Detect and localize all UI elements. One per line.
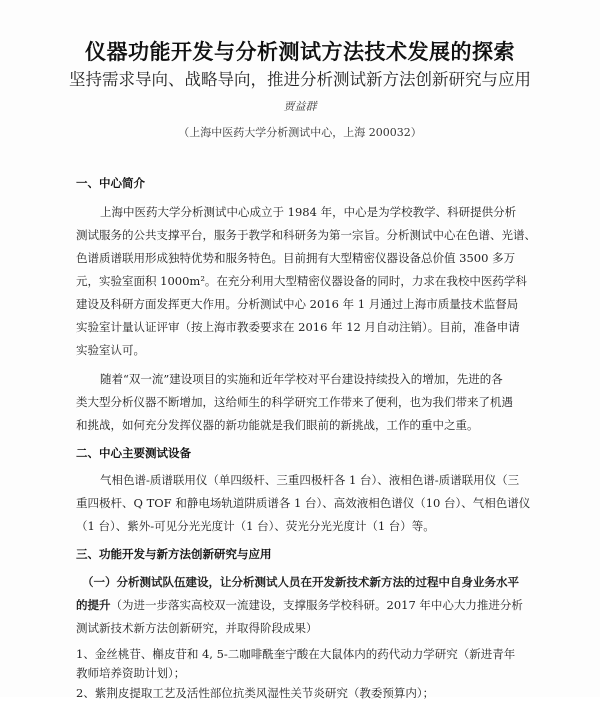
list-item: 教师培养资助计划）； bbox=[76, 666, 186, 680]
intro-line: 色谱质谱联用形成独特优势和服务特色。目前拥有大型精密仪器设备总价值 3500 多万 bbox=[76, 251, 516, 265]
intro-line: 建设及科研方面发挥更大作用。分析测试中心 2016 年 1 月通过上海市质量技术监督局 bbox=[76, 297, 519, 311]
equipment-line: 气相色谱-质谱联用仪（单四级杆、三重四极杆各 1 台）、液相色谱-质谱联用仪（三 bbox=[100, 473, 520, 487]
intro-line: 实验室计量认证评审（按上海市教委要求在 2016 年 12 月自动注销）。目前，准备申请 bbox=[76, 320, 520, 334]
list-item: 2、紫荆皮提取工艺及活性部位抗类风湿性关节炎研究（教委预算内）； bbox=[76, 686, 435, 700]
list-item: 1、金丝桃苷、槲皮苷和 4, 5-二咖啡酰奎宁酸在大鼠体内的药代动力学研究（新进青年 bbox=[76, 647, 516, 661]
equipment-line: （1 台）、紫外-可见分光光度计（1 台）、荧光分光光度计（1 台）等。 bbox=[76, 519, 435, 533]
author-name: 贾益群 bbox=[283, 100, 317, 113]
equipment-line: 重四极杆、Q TOF 和静电场轨道阱质谱各 1 台）、高效液相色谱仪（10 台）、气相色谱仪 bbox=[76, 496, 531, 510]
subsection-line: 测试新技术新方法创新研究，并取得阶段成果） bbox=[76, 621, 318, 635]
section-heading-equipment: 二、中心主要测试设备 bbox=[76, 446, 191, 460]
page-title: 仪器功能开发与分析测试方法技术发展的探索 bbox=[85, 40, 515, 64]
intro-para2-line: 类大型分析仪器不断增加，这给师生的科学研究工作带来了便利，也为我们带来了机遇 bbox=[76, 395, 513, 409]
section-heading-intro: 一、中心简介 bbox=[76, 176, 145, 190]
intro-line: 元，实验室面积 1000m²。在充分利用大型精密仪器设备的同时，力求在我校中医药学科 bbox=[76, 274, 527, 288]
intro-para2-line: 随着“双一流”建设项目的实施和近年学校对平台建设持续投入的增加，先进的各 bbox=[100, 372, 503, 386]
subsection-heading: （一）分析测试队伍建设，让分析测试人员在开发新技术新方法的过程中自身业务水平 bbox=[82, 575, 519, 589]
intro-para2-line: 和挑战，如何充分发挥仪器的新功能就是我们眼前的新挑战，工作的重中之重。 bbox=[76, 418, 479, 432]
author-affiliation: （上海中医药大学分析测试中心，上海 200032） bbox=[178, 126, 422, 139]
page-subtitle: 坚持需求导向、战略导向，推进分析测试新方法创新研究与应用 bbox=[69, 70, 531, 89]
intro-line: 测试服务的公共支撑平台，服务于教学和科研务为第一宗旨。分析测试中心在色谱、光谱、 bbox=[76, 228, 536, 242]
subsection-note: （为进一步落实高校双一流建设，支撑服务学校科研。2017 年中心大力推进分析 bbox=[110, 598, 523, 612]
section-heading-methods: 三、功能开发与新方法创新研究与应用 bbox=[76, 547, 272, 561]
subsection-heading-end: 的提升 bbox=[76, 598, 111, 612]
intro-line: 实验室认可。 bbox=[76, 343, 145, 357]
intro-line: 上海中医药大学分析测试中心成立于 1984 年，中心是为学校教学、科研提供分析 bbox=[100, 205, 517, 219]
subsection-line bbox=[76, 597, 523, 613]
